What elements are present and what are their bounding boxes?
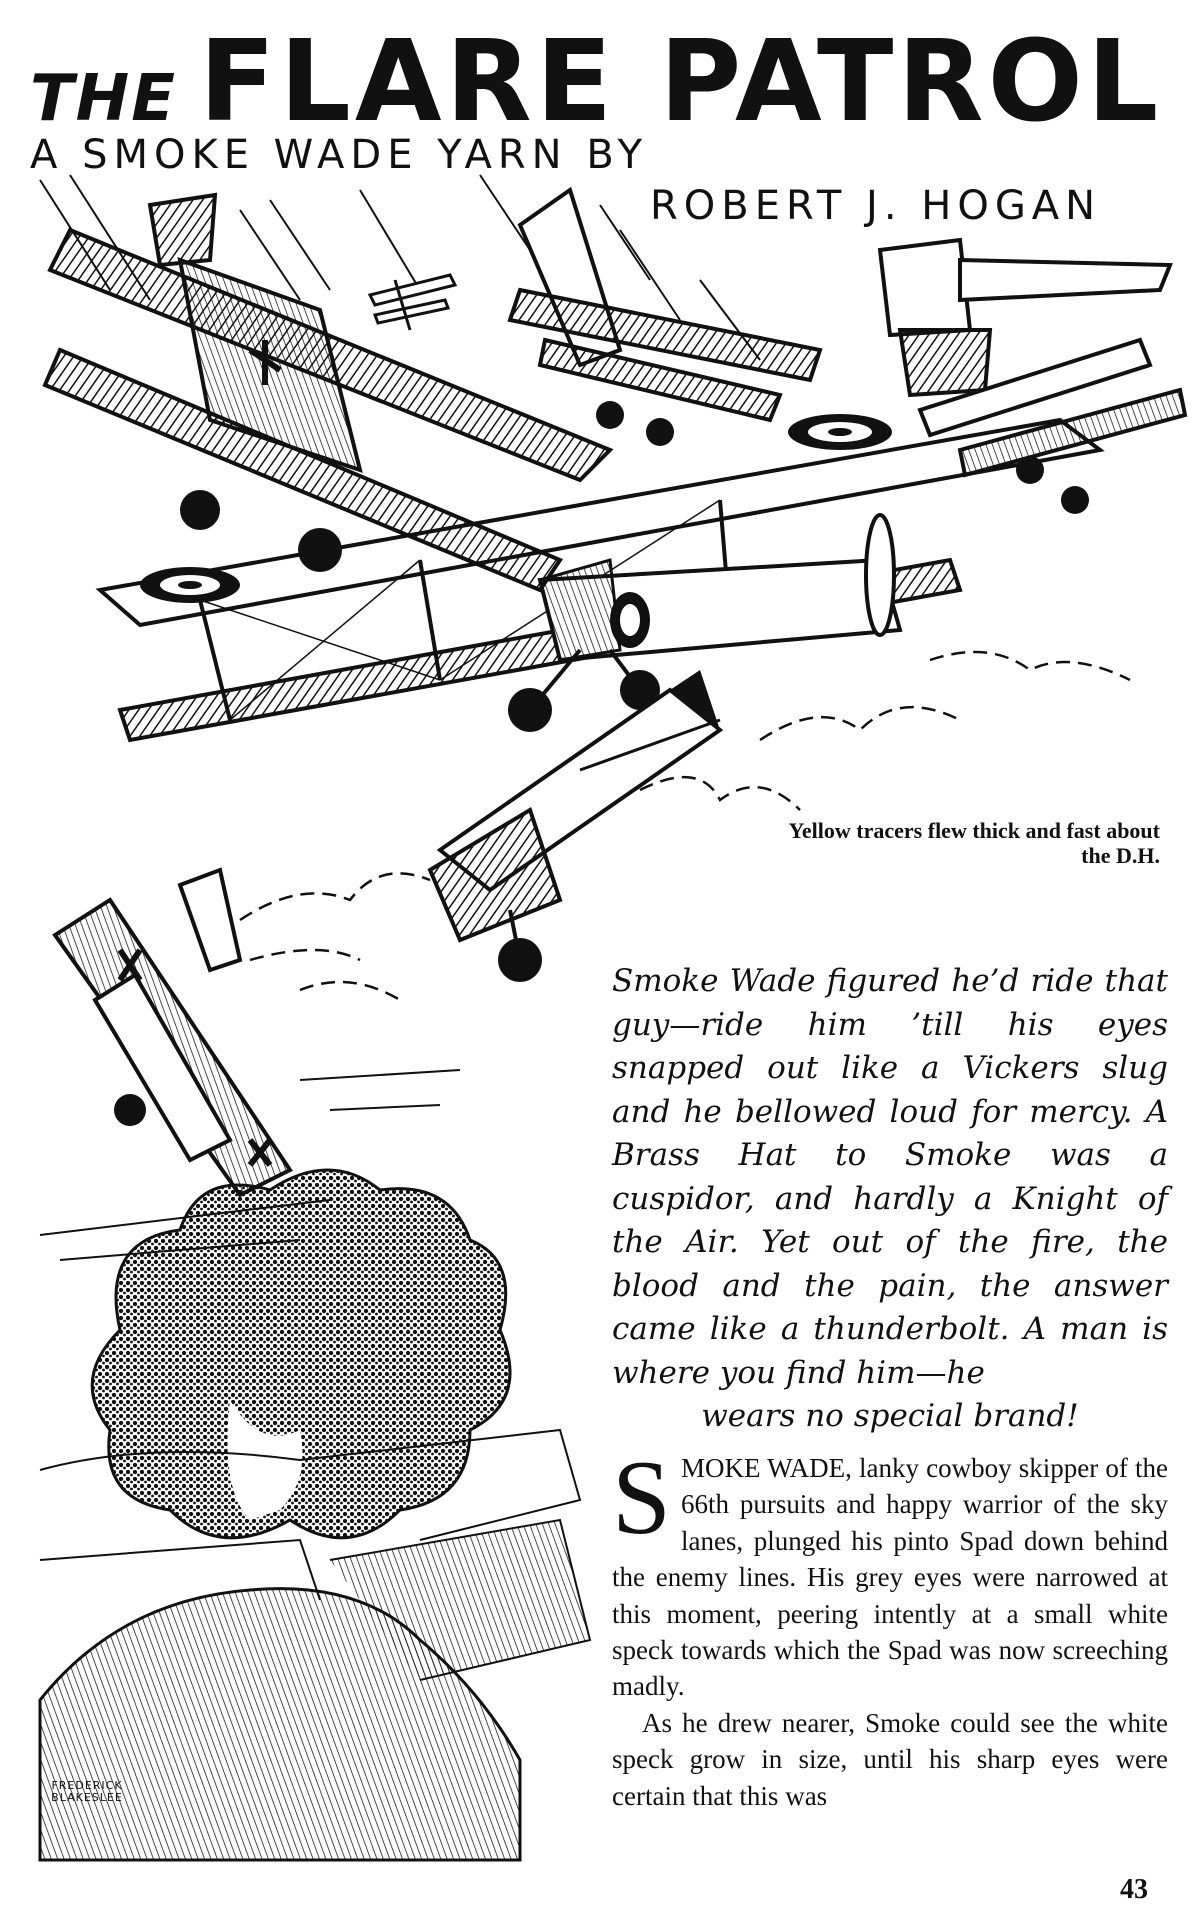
story-paragraph-2: As he drew nearer, Smoke could see the white speck grow in size, until his sharp eyes were certain that this was: [612, 1707, 1168, 1811]
drop-cap: S: [612, 1439, 671, 1556]
page-number: 43: [1120, 1874, 1148, 1905]
title-main: FLARE PATROL: [198, 17, 1163, 147]
distant-biplane: [370, 275, 455, 330]
story-body: [612, 1439, 1168, 1814]
byline-series: A SMOKE WADE YARN BY: [30, 132, 649, 178]
blurb-text: Smoke Wade figured he’d ride that guy—ride him ’till his eyes snapped out like a Vickers slug and he bellowed loud for mercy. A Brass Hat to Smoke was a cuspidor, and hardly a Knight of the Air. Yet out of the fire, the blood and the pain, the answer came like a thunderbolt. A man is where you find him—he: [612, 963, 1168, 1391]
illustration-caption: Yellow tracers flew thick and fast about the D.H.: [788, 818, 1160, 868]
byline-author: ROBERT J. HOGAN: [650, 183, 1102, 229]
biplane-top-center: [510, 190, 820, 446]
title-the: THE: [30, 62, 177, 136]
explosion: [92, 1170, 510, 1538]
signature-line-2: BLAKESLEE: [51, 1791, 123, 1804]
paragraph-1-text: MOKE WADE, lanky cowboy skipper of the 66th pursuits and happy warrior of the sky lanes, plunged his pinto Spad down behind the enemy lines. His grey eyes were narrowed at this moment, peering intently at a small white speck towards which the Spad was now screeching madly.: [612, 1453, 1168, 1702]
illustrator-signature: [42, 1780, 132, 1804]
falling-biplane: [55, 870, 290, 1195]
story-paragraph-1: [612, 1439, 1168, 1705]
blurb-last-line: wears no special brand!: [701, 1398, 1079, 1434]
diving-biplane: [430, 670, 720, 982]
signature-line-1: FREDERICK: [51, 1779, 123, 1792]
story-blurb: [612, 960, 1168, 1439]
